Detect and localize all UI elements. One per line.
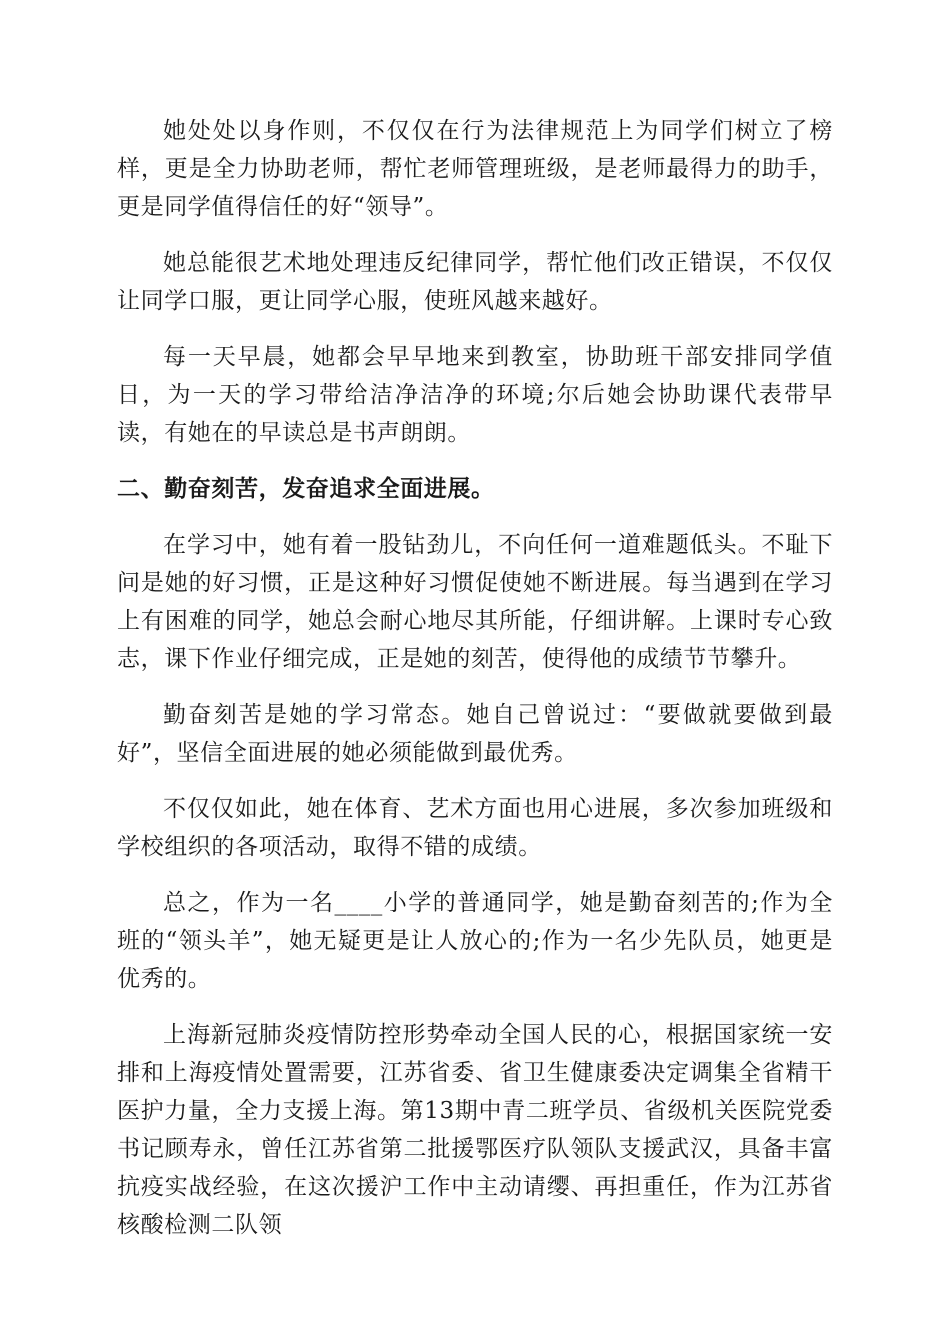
paragraph-study-habit: 勤奋刻苦是她的学习常态。她自己曾说过：“要做就要做到最好”，坚信全面进展的她必须能做到最优秀。 [117,702,833,766]
paragraph-role-model: 她处处以身作则，不仅仅在行为法律规范上为同学们树立了榜样，更是全力协助老师，帮忙老师管理班级，是老师最得力的助手，更是同学值得信任的好“领导”。 [117,118,833,220]
section-heading-diligence: 二、勤奋刻苦，发奋追求全面进展。 [117,476,495,502]
document-page [117,112,833,1262]
paragraph-study-attitude: 在学习中，她有着一股钻劲儿，不向任何一道难题低头。不耻下问是她的好习惯，正是这种好习惯促使她不断进展。每当遇到在学习上有困难的同学，她总会耐心地尽其所能，仔细讲解。上课时专心致志，课下作业仔细完成，正是她的刻苦，使得他的成绩节节攀升。 [117,532,833,672]
paragraph-summary: 总之，作为一名____小学的普通同学，她是勤奋刻苦的;作为全班的“领头羊”，她无疑更是让人放心的;作为一名少先队员，她更是优秀的。 [117,890,833,992]
paragraph-activities: 不仅仅如此，她在体育、艺术方面也用心进展，多次参加班级和学校组织的各项活动，取得不错的成绩。 [117,796,833,860]
paragraph-discipline: 她总能很艺术地处理违反纪律同学，帮忙他们改正错误，不仅仅让同学口服，更让同学心服，使班风越来越好。 [117,250,833,314]
paragraph-shanghai-support: 上海新冠肺炎疫情防控形势牵动全国人民的心，根据国家统一安排和上海疫情处置需要，江苏省委、省卫生健康委决定调集全省精干医护力量，全力支援上海。第13期中青二班学员、省级机关医院党委书记顾寿永，曾任江苏省第二批援鄂医疗队领队支援武汉，具备丰富抗疫实战经验，在这次援沪工作中主动请缨、再担重任，作为江苏省核酸检测二队领 [117,1022,833,1238]
paragraph-morning-duty: 每一天早晨，她都会早早地来到教室，协助班干部安排同学值日，为一天的学习带给洁净洁净的环境;尔后她会协助课代表带早读，有她在的早读总是书声朗朗。 [117,344,833,446]
